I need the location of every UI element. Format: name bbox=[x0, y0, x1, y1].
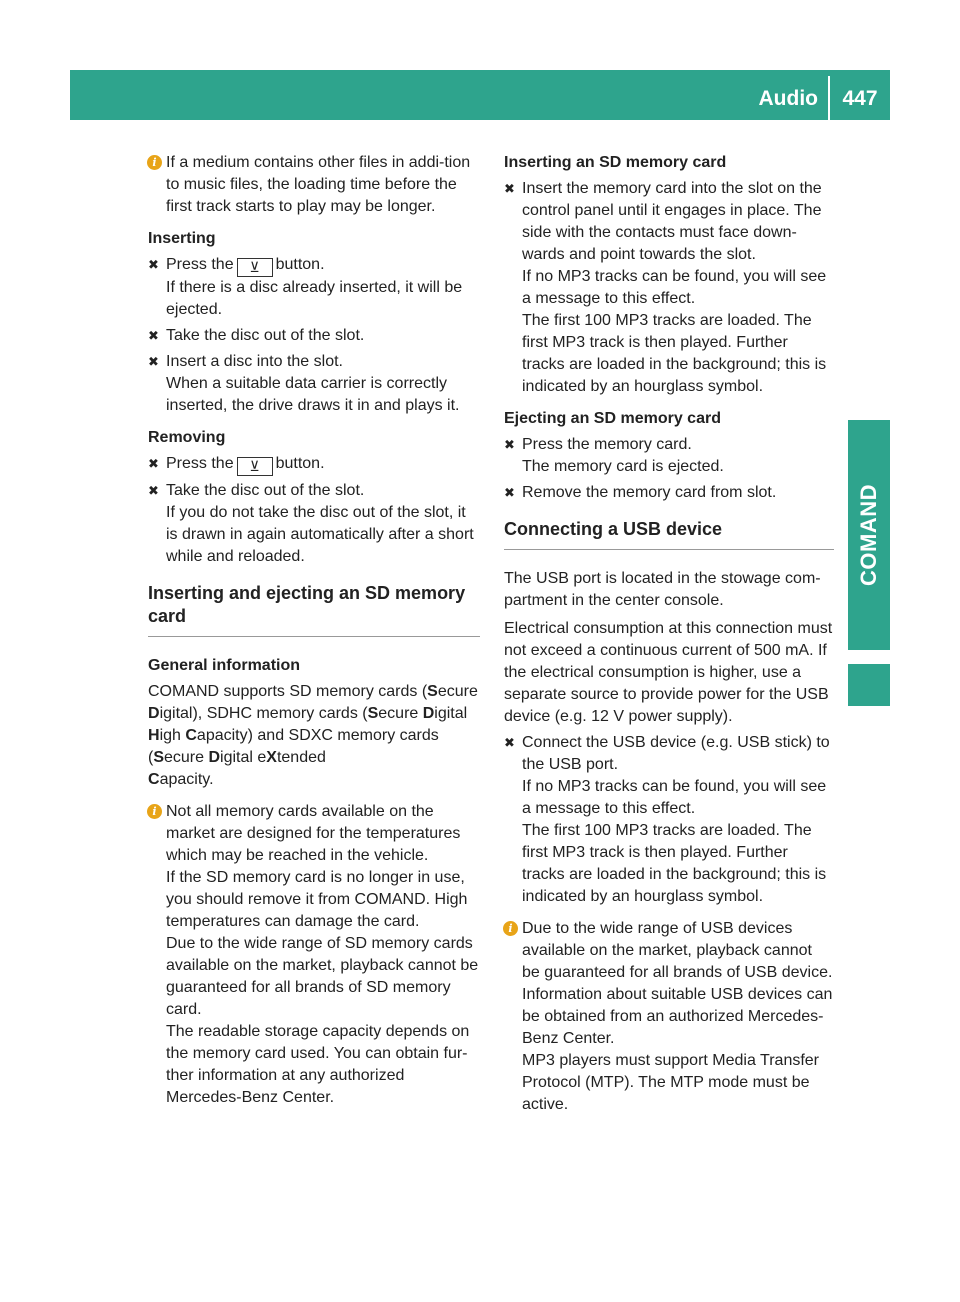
step-result: If you do not take the disc out of the slot, it is drawn in again automatically after a short while and reloaded. bbox=[166, 504, 474, 565]
step-arrow-icon: ✖ bbox=[504, 485, 515, 500]
step-text: button. bbox=[275, 455, 325, 472]
step-result: The first 100 MP3 tracks are loaded. The first MP3 track is then played. Further tracks are loaded in the background; this is indicated by an hourglass symbol. bbox=[522, 312, 827, 395]
step-arrow-icon: ✖ bbox=[504, 735, 515, 750]
subheading-inserting: Inserting bbox=[148, 230, 216, 247]
step bbox=[148, 351, 480, 417]
step-result: If there is a disc already inserted, it will be ejected. bbox=[166, 279, 463, 318]
step-result: If no MP3 tracks can be found, you will see a message to this effect. bbox=[522, 268, 827, 307]
paragraph: The USB port is located in the stowage com-partment in the center console. bbox=[504, 570, 821, 609]
step-text: Press the memory card. bbox=[522, 436, 692, 453]
step-result: If no MP3 tracks can be found, you will see a message to this effect. bbox=[522, 778, 827, 817]
step-text: button. bbox=[275, 256, 325, 273]
step-text: Insert a disc into the slot. bbox=[166, 353, 343, 370]
right-column bbox=[504, 152, 834, 1116]
subheading-ejecting-sd: Ejecting an SD memory card bbox=[504, 410, 721, 427]
step bbox=[148, 325, 480, 347]
step-arrow-icon: ✖ bbox=[504, 437, 515, 452]
note-text: If a medium contains other files in addi-tion to music files, the loading time before the first track starts to play may be longer. bbox=[166, 154, 471, 215]
step-arrow-icon: ✖ bbox=[504, 181, 515, 196]
note-text: If the SD memory card is no longer in use, you should remove it from COMAND. High temperatures can damage the card. bbox=[166, 869, 468, 930]
note-text: Due to the wide range of SD memory cards available on the market, playback cannot be guaranteed for all brands of SD memory card. bbox=[166, 935, 479, 1018]
info-note bbox=[504, 918, 834, 1116]
note-text: Information about suitable USB devices can be obtained from an authorized Mercedes-Benz Center. bbox=[522, 986, 833, 1047]
step bbox=[148, 254, 480, 321]
step-arrow-icon: ✖ bbox=[148, 456, 159, 471]
step-text: Take the disc out of the slot. bbox=[166, 327, 365, 344]
step-text: Take the disc out of the slot. bbox=[166, 482, 365, 499]
step-text: Connect the USB device (e.g. USB stick) to the USB port. bbox=[522, 734, 830, 773]
info-icon: i bbox=[147, 804, 162, 819]
section-divider bbox=[504, 549, 834, 550]
header-bar bbox=[70, 70, 890, 120]
page-title: Audio bbox=[758, 87, 818, 110]
side-tab-label: COMAND bbox=[856, 484, 881, 586]
step-result: When a suitable data carrier is correctly inserted, the drive draws it in and plays it. bbox=[166, 375, 460, 414]
eject-icon: ⊻ bbox=[237, 457, 273, 476]
note-text: Due to the wide range of USB devices available on the market, playback cannot be guaranteed for all brands of USB device. bbox=[522, 920, 833, 981]
step-text: Insert the memory card into the slot on the control panel until it engages in place. The side with the contacts must face down-wards and point towards the slot. bbox=[522, 180, 822, 263]
general-paragraph: COMAND supports SD memory cards (Secure Digital), SDHC memory cards (Secure Digital High Capacity) and SDXC memory cards (Secure Digital eXtended Capacity. bbox=[148, 683, 478, 788]
page-number: 447 bbox=[842, 87, 878, 110]
left-column bbox=[148, 152, 480, 1109]
info-note bbox=[148, 801, 480, 1109]
step-arrow-icon: ✖ bbox=[148, 483, 159, 498]
info-note bbox=[148, 152, 480, 218]
step bbox=[504, 482, 834, 504]
step bbox=[504, 178, 834, 398]
step bbox=[148, 453, 480, 476]
subheading-general: General information bbox=[148, 657, 301, 674]
subheading-removing: Removing bbox=[148, 429, 226, 446]
section-divider bbox=[148, 636, 480, 637]
info-icon: i bbox=[503, 921, 518, 936]
side-tab-marker bbox=[848, 664, 890, 706]
info-icon: i bbox=[147, 155, 162, 170]
step bbox=[148, 480, 480, 568]
header-divider bbox=[828, 76, 830, 120]
step-text: Press the bbox=[166, 256, 234, 273]
step bbox=[504, 434, 834, 478]
step bbox=[504, 732, 834, 908]
note-text: Not all memory cards available on the market are designed for the temperatures which may be reached in the vehicle. bbox=[166, 803, 461, 864]
subheading-inserting-sd: Inserting an SD memory card bbox=[504, 154, 727, 171]
step-arrow-icon: ✖ bbox=[148, 328, 159, 343]
paragraph: Electrical consumption at this connection must not exceed a continuous current of 500 mA. If the electrical consumption is higher, use a separate source to provide power for the USB device (e.g. 12 V power supply). bbox=[504, 620, 833, 725]
step-text: Press the bbox=[166, 455, 234, 472]
step-text: Remove the memory card from slot. bbox=[522, 484, 777, 501]
note-text: MP3 players must support Media Transfer Protocol (MTP). The MTP mode must be active. bbox=[522, 1052, 820, 1113]
step-result: The first 100 MP3 tracks are loaded. The first MP3 track is then played. Further tracks are loaded in the background; this is indicated by an hourglass symbol. bbox=[522, 822, 827, 905]
step-result: The memory card is ejected. bbox=[522, 458, 724, 475]
note-text: The readable storage capacity depends on the memory card used. You can obtain fur-ther information at any authorized Mercedes-Benz Center. bbox=[166, 1023, 470, 1106]
section-title-usb: Connecting a USB device bbox=[504, 519, 723, 539]
side-tab bbox=[848, 420, 890, 650]
eject-icon: ⊻ bbox=[237, 258, 273, 277]
step-arrow-icon: ✖ bbox=[148, 257, 159, 272]
step-arrow-icon: ✖ bbox=[148, 354, 159, 369]
section-title-sd: Inserting and ejecting an SD memory card bbox=[148, 583, 466, 626]
